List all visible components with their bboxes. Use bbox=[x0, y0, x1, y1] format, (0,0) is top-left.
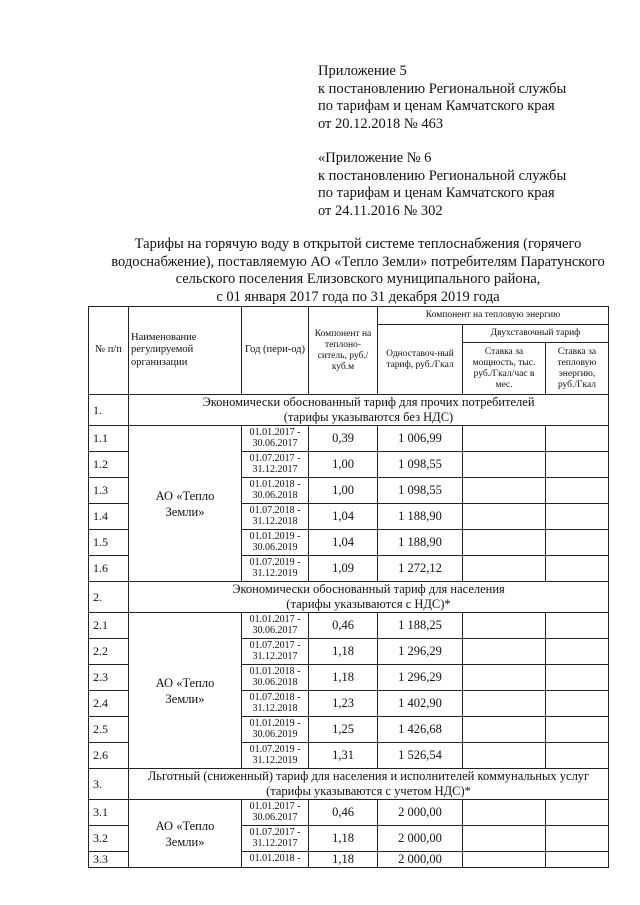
row-number: 1.5 bbox=[89, 530, 129, 556]
single-rate-value: 1 006,99 bbox=[378, 426, 463, 452]
period-end: 30.06.2017 bbox=[252, 437, 298, 449]
period-start: 01.07.2017 - bbox=[249, 640, 301, 651]
section-title bbox=[129, 395, 609, 426]
period-end: 31.12.2018 bbox=[252, 702, 298, 714]
single-rate-value: 1 098,55 bbox=[378, 478, 463, 504]
energy-rate-value bbox=[546, 452, 609, 478]
row-number: 2.4 bbox=[89, 691, 129, 717]
title-line: сельского поселения Елизовского муниципального района, bbox=[175, 271, 541, 287]
section-title-line: (тарифы указываются с учетом НДС)* bbox=[266, 784, 471, 798]
period bbox=[242, 691, 309, 717]
section-row bbox=[89, 395, 609, 426]
header-line: от 24.11.2016 № 302 bbox=[318, 202, 443, 219]
period-end: 30.06.2018 bbox=[252, 676, 298, 688]
row-number: 1.2 bbox=[89, 452, 129, 478]
period-end: 30.06.2017 bbox=[252, 811, 298, 823]
period-start: 01.01.2019 - bbox=[249, 718, 301, 729]
period-end: 30.06.2019 bbox=[252, 541, 298, 553]
energy-rate-value bbox=[546, 691, 609, 717]
title-line: водоснабжение), поставляемую АО «Тепло Земли» потребителям Паратунского bbox=[111, 253, 605, 270]
title-line: с 01 января 2017 года по 31 декабря 2019 года bbox=[216, 288, 500, 305]
col-period-header: Год (пери-од) bbox=[242, 307, 309, 395]
capacity-rate-value bbox=[463, 504, 546, 530]
organization-name bbox=[129, 800, 242, 868]
capacity-rate-value bbox=[463, 452, 546, 478]
energy-rate-value bbox=[546, 852, 609, 868]
section-row bbox=[89, 769, 609, 800]
period-start: 01.01.2019 - bbox=[249, 531, 301, 542]
title-line: Тарифы на горячую воду в открытой системе теплоснабжения (горячего bbox=[134, 236, 582, 252]
capacity-rate-value bbox=[463, 743, 546, 769]
period-end: 30.06.2018 bbox=[252, 489, 298, 501]
period bbox=[242, 478, 309, 504]
period-start: 01.01.2018 - bbox=[249, 853, 301, 865]
col-num-header: № п/п bbox=[89, 307, 129, 395]
two-rate-header: Двухставочный тариф bbox=[463, 325, 609, 343]
energy-rate-value bbox=[546, 639, 609, 665]
carrier-value: 1,00 bbox=[309, 478, 378, 504]
single-rate-value: 1 272,12 bbox=[378, 556, 463, 582]
carrier-value: 1,18 bbox=[309, 639, 378, 665]
row-number: 2.5 bbox=[89, 717, 129, 743]
energy-component-header: Компонент на тепловую энергию bbox=[378, 307, 609, 325]
period-start: 01.07.2019 - bbox=[249, 744, 301, 755]
capacity-rate-value bbox=[463, 826, 546, 852]
period bbox=[242, 852, 309, 868]
table-row bbox=[89, 800, 609, 826]
org-line: Земли» bbox=[165, 691, 205, 706]
period-end: 30.06.2019 bbox=[252, 728, 298, 740]
section-row bbox=[89, 582, 609, 613]
carrier-value: 1,04 bbox=[309, 530, 378, 556]
row-number: 2.3 bbox=[89, 665, 129, 691]
energy-rate-value bbox=[546, 743, 609, 769]
row-number: 2.1 bbox=[89, 613, 129, 639]
capacity-rate-value bbox=[463, 852, 546, 868]
single-rate-value: 2 000,00 bbox=[378, 826, 463, 852]
row-number: 2.2 bbox=[89, 639, 129, 665]
period bbox=[242, 452, 309, 478]
section-title bbox=[129, 582, 609, 613]
period-start: 01.07.2019 - bbox=[249, 557, 301, 568]
section-title-line: (тарифы указываются без НДС) bbox=[283, 410, 454, 424]
carrier-value: 1,18 bbox=[309, 665, 378, 691]
row-number: 3.1 bbox=[89, 800, 129, 826]
period bbox=[242, 556, 309, 582]
organization-name bbox=[129, 426, 242, 582]
capacity-rate-value bbox=[463, 691, 546, 717]
capacity-rate-value bbox=[463, 478, 546, 504]
period-start: 01.01.2017 - bbox=[249, 801, 301, 812]
capacity-rate-value bbox=[463, 717, 546, 743]
section-title bbox=[129, 769, 609, 800]
carrier-value: 1,25 bbox=[309, 717, 378, 743]
col-carrier-header: Компонент на теплоно-ситель, руб./куб.м bbox=[309, 307, 378, 395]
section-number: 2. bbox=[89, 582, 129, 613]
table-row bbox=[89, 613, 609, 639]
appendix-5-header bbox=[318, 63, 618, 133]
col-org-header: Наименование регулируемой организации bbox=[129, 307, 242, 395]
header-line: по тарифам и ценам Камчатского края bbox=[318, 185, 555, 201]
period-start: 01.07.2017 - bbox=[249, 827, 301, 838]
carrier-value: 1,23 bbox=[309, 691, 378, 717]
section-number: 3. bbox=[89, 769, 129, 800]
org-line: Земли» bbox=[165, 504, 205, 519]
org-line: АО «Тепло bbox=[155, 488, 215, 503]
section-title-line: (тарифы указываются с НДС)* bbox=[286, 597, 451, 611]
period-start: 01.07.2018 - bbox=[249, 505, 301, 516]
energy-rate-value bbox=[546, 717, 609, 743]
energy-rate-value bbox=[546, 826, 609, 852]
row-number: 1.4 bbox=[89, 504, 129, 530]
row-number: 1.6 bbox=[89, 556, 129, 582]
row-number: 3.3 bbox=[89, 852, 129, 868]
capacity-rate-value bbox=[463, 639, 546, 665]
single-rate-value: 1 402,90 bbox=[378, 691, 463, 717]
energy-rate-value bbox=[546, 665, 609, 691]
org-line: АО «Тепло bbox=[155, 675, 215, 690]
period bbox=[242, 613, 309, 639]
period bbox=[242, 530, 309, 556]
carrier-value: 0,46 bbox=[309, 800, 378, 826]
single-rate-value: 1 526,54 bbox=[378, 743, 463, 769]
tariff-table bbox=[88, 306, 609, 868]
header-line: Приложение 5 bbox=[318, 63, 407, 79]
energy-rate-value bbox=[546, 530, 609, 556]
carrier-value: 1,18 bbox=[309, 826, 378, 852]
period-end: 30.06.2017 bbox=[252, 624, 298, 636]
period-end: 31.12.2019 bbox=[252, 567, 298, 579]
table-row bbox=[89, 426, 609, 452]
single-rate-value: 1 188,90 bbox=[378, 504, 463, 530]
period bbox=[242, 426, 309, 452]
section-title-line: Экономически обоснованный тариф для населения bbox=[232, 582, 505, 596]
capacity-rate-value bbox=[463, 530, 546, 556]
header-line: от 20.12.2018 № 463 bbox=[318, 115, 444, 132]
single-rate-value: 1 098,55 bbox=[378, 452, 463, 478]
energy-rate-value bbox=[546, 800, 609, 826]
capacity-rate-value bbox=[463, 556, 546, 582]
appendix-6-header bbox=[318, 150, 618, 220]
single-rate-value: 2 000,00 bbox=[378, 852, 463, 868]
single-rate-value: 1 188,25 bbox=[378, 613, 463, 639]
carrier-value: 0,39 bbox=[309, 426, 378, 452]
period-start: 01.07.2017 - bbox=[249, 453, 301, 464]
carrier-value: 1,31 bbox=[309, 743, 378, 769]
period bbox=[242, 665, 309, 691]
carrier-value: 1,00 bbox=[309, 452, 378, 478]
period bbox=[242, 826, 309, 852]
section-title-line: Экономически обоснованный тариф для прочих потребителей bbox=[202, 395, 535, 409]
period-end: 31.12.2018 bbox=[252, 515, 298, 527]
single-rate-value: 1 426,68 bbox=[378, 717, 463, 743]
single-rate-value: 2 000,00 bbox=[378, 800, 463, 826]
col-energy-rate-header: Ставка за тепловую энергию, руб./Гкал bbox=[546, 343, 609, 395]
period bbox=[242, 639, 309, 665]
period-start: 01.01.2018 - bbox=[249, 479, 301, 490]
capacity-rate-value bbox=[463, 800, 546, 826]
carrier-value: 1,04 bbox=[309, 504, 378, 530]
energy-rate-value bbox=[546, 478, 609, 504]
period-end: 31.12.2017 bbox=[252, 463, 298, 475]
capacity-rate-value bbox=[463, 613, 546, 639]
org-line: АО «Тепло bbox=[155, 818, 215, 833]
org-line: Земли» bbox=[165, 834, 205, 849]
document-title bbox=[88, 236, 628, 306]
row-number: 1.3 bbox=[89, 478, 129, 504]
period-end: 31.12.2019 bbox=[252, 754, 298, 766]
period bbox=[242, 717, 309, 743]
row-number: 3.2 bbox=[89, 826, 129, 852]
capacity-rate-value bbox=[463, 665, 546, 691]
header-line: по тарифам и ценам Камчатского края bbox=[318, 98, 555, 114]
row-number: 1.1 bbox=[89, 426, 129, 452]
energy-rate-value bbox=[546, 504, 609, 530]
period-end: 31.12.2017 bbox=[252, 650, 298, 662]
period bbox=[242, 504, 309, 530]
organization-name bbox=[129, 613, 242, 769]
single-rate-value: 1 296,29 bbox=[378, 639, 463, 665]
col-capacity-rate-header: Ставка за мощность, тыс. руб./Гкал/час в мес. bbox=[463, 343, 546, 395]
single-rate-value: 1 188,90 bbox=[378, 530, 463, 556]
period-start: 01.07.2018 - bbox=[249, 692, 301, 703]
header-line: к постановлению Региональной службы bbox=[318, 167, 567, 184]
carrier-value: 0,46 bbox=[309, 613, 378, 639]
carrier-value: 1,18 bbox=[309, 852, 378, 868]
header-line: к постановлению Региональной службы bbox=[318, 80, 567, 97]
period-start: 01.01.2018 - bbox=[249, 666, 301, 677]
energy-rate-value bbox=[546, 426, 609, 452]
energy-rate-value bbox=[546, 556, 609, 582]
period-start: 01.01.2017 - bbox=[249, 427, 301, 438]
period-start: 01.01.2017 - bbox=[249, 614, 301, 625]
carrier-value: 1,09 bbox=[309, 556, 378, 582]
header-line: «Приложение № 6 bbox=[318, 150, 432, 166]
single-rate-value: 1 296,29 bbox=[378, 665, 463, 691]
energy-rate-value bbox=[546, 613, 609, 639]
col-single-rate-header: Одноставоч-ный тариф, руб./Гкал bbox=[378, 325, 463, 395]
period bbox=[242, 743, 309, 769]
section-number: 1. bbox=[89, 395, 129, 426]
period-end: 31.12.2017 bbox=[252, 837, 298, 849]
capacity-rate-value bbox=[463, 426, 546, 452]
section-title-line: Льготный (сниженный) тариф для населения и исполнителей коммунальных услуг bbox=[147, 769, 590, 783]
row-number: 2.6 bbox=[89, 743, 129, 769]
period bbox=[242, 800, 309, 826]
